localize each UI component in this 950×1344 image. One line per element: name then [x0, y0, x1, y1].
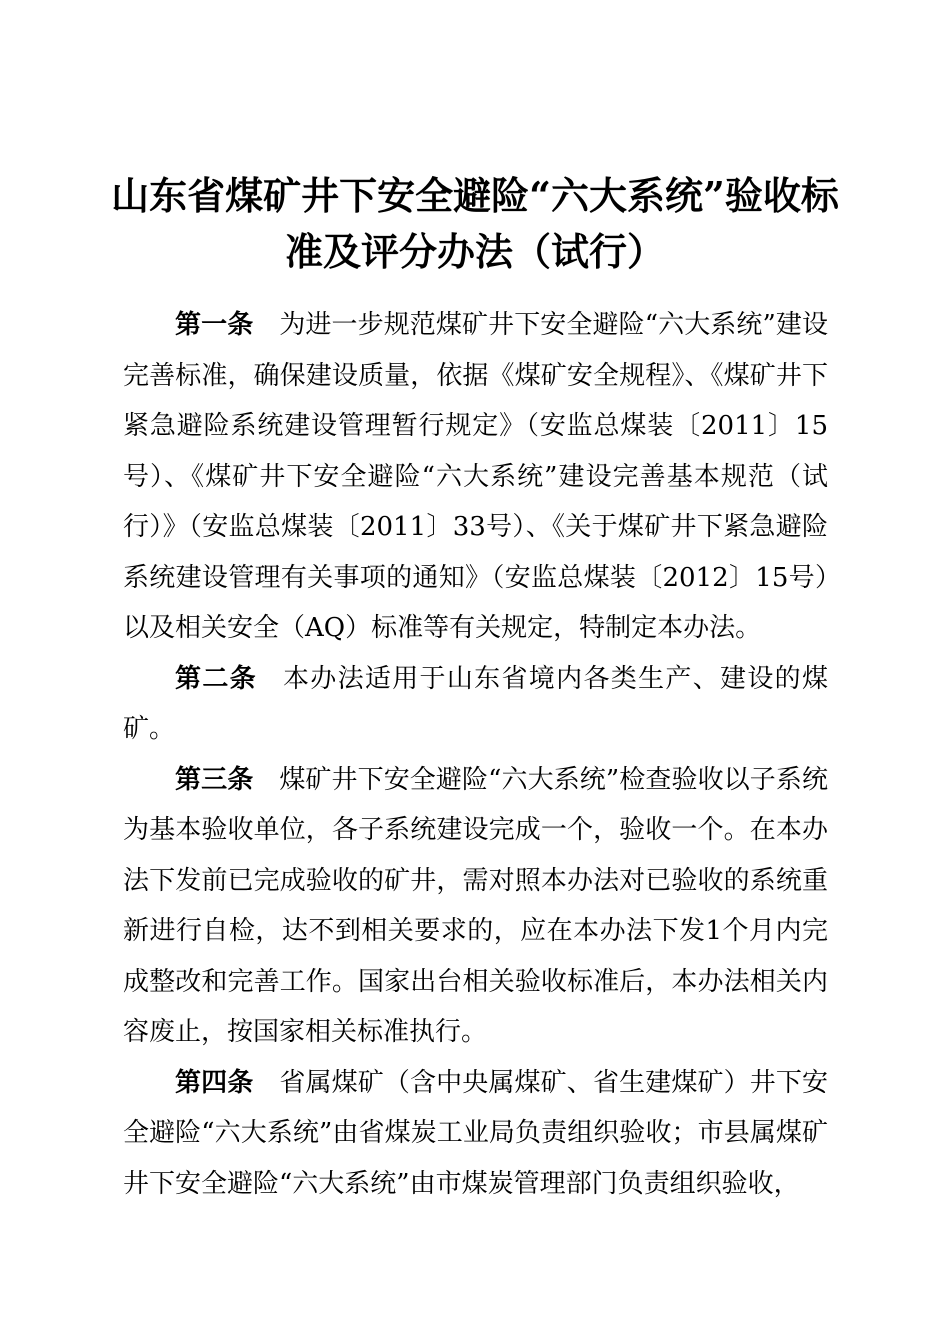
article-2-label: 第二条 [175, 663, 257, 694]
article-3 [123, 755, 828, 1058]
title-line-1: 山东省煤矿井下安全避险“六大系统”验收标 [111, 173, 839, 218]
article-1 [123, 300, 828, 654]
article-2-text: 本办法适用于山东省境内各类生产、建设的煤矿。 [123, 663, 828, 744]
title-line-2: 准及评分办法（试行） [284, 229, 665, 274]
article-3-label: 第三条 [175, 764, 254, 795]
article-4-label: 第四条 [175, 1067, 254, 1098]
document-body [123, 300, 828, 1209]
article-1-label: 第一条 [175, 310, 254, 340]
article-1-text: 为进一步规范煤矿井下安全避险“六大系统”建设完善标准，确保建设质量，依据《煤矿安全规程》、《煤矿井下紧急避险系统建设管理暂行规定》（安监总煤装〔2011〕15号）、《煤矿井下安全避险“六大系统”建设完善基本规范（试行）》（安监总煤装〔2011〕33号）、《关于煤矿井下紧急避险系统建设管理有关事项的通知》（安监总煤装〔2012〕15号）以及相关安全（AQ）标准等有关规定，特制定本办法。 [123, 310, 828, 643]
article-4-text: 省属煤矿（含中央属煤矿、省生建煤矿）井下安全避险“六大系统”由省煤炭工业局负责组织验收；市县属煤矿井下安全避险“六大系统”由市煤炭管理部门负责组织验收， [123, 1067, 828, 1199]
article-3-text: 煤矿井下安全避险“六大系统”检查验收以子系统为基本验收单位，各子系统建设完成一个，验收一个。在本办法下发前已完成验收的矿井，需对照本办法对已验收的系统重新进行自检，达不到相关要求的，应在本办法下发1个月内完成整改和完善工作。国家出台相关验收标准后，本办法相关内容废止，按国家相关标准执行。 [123, 764, 828, 1047]
article-4 [123, 1058, 828, 1210]
article-2 [123, 654, 828, 755]
document-title [110, 168, 840, 280]
